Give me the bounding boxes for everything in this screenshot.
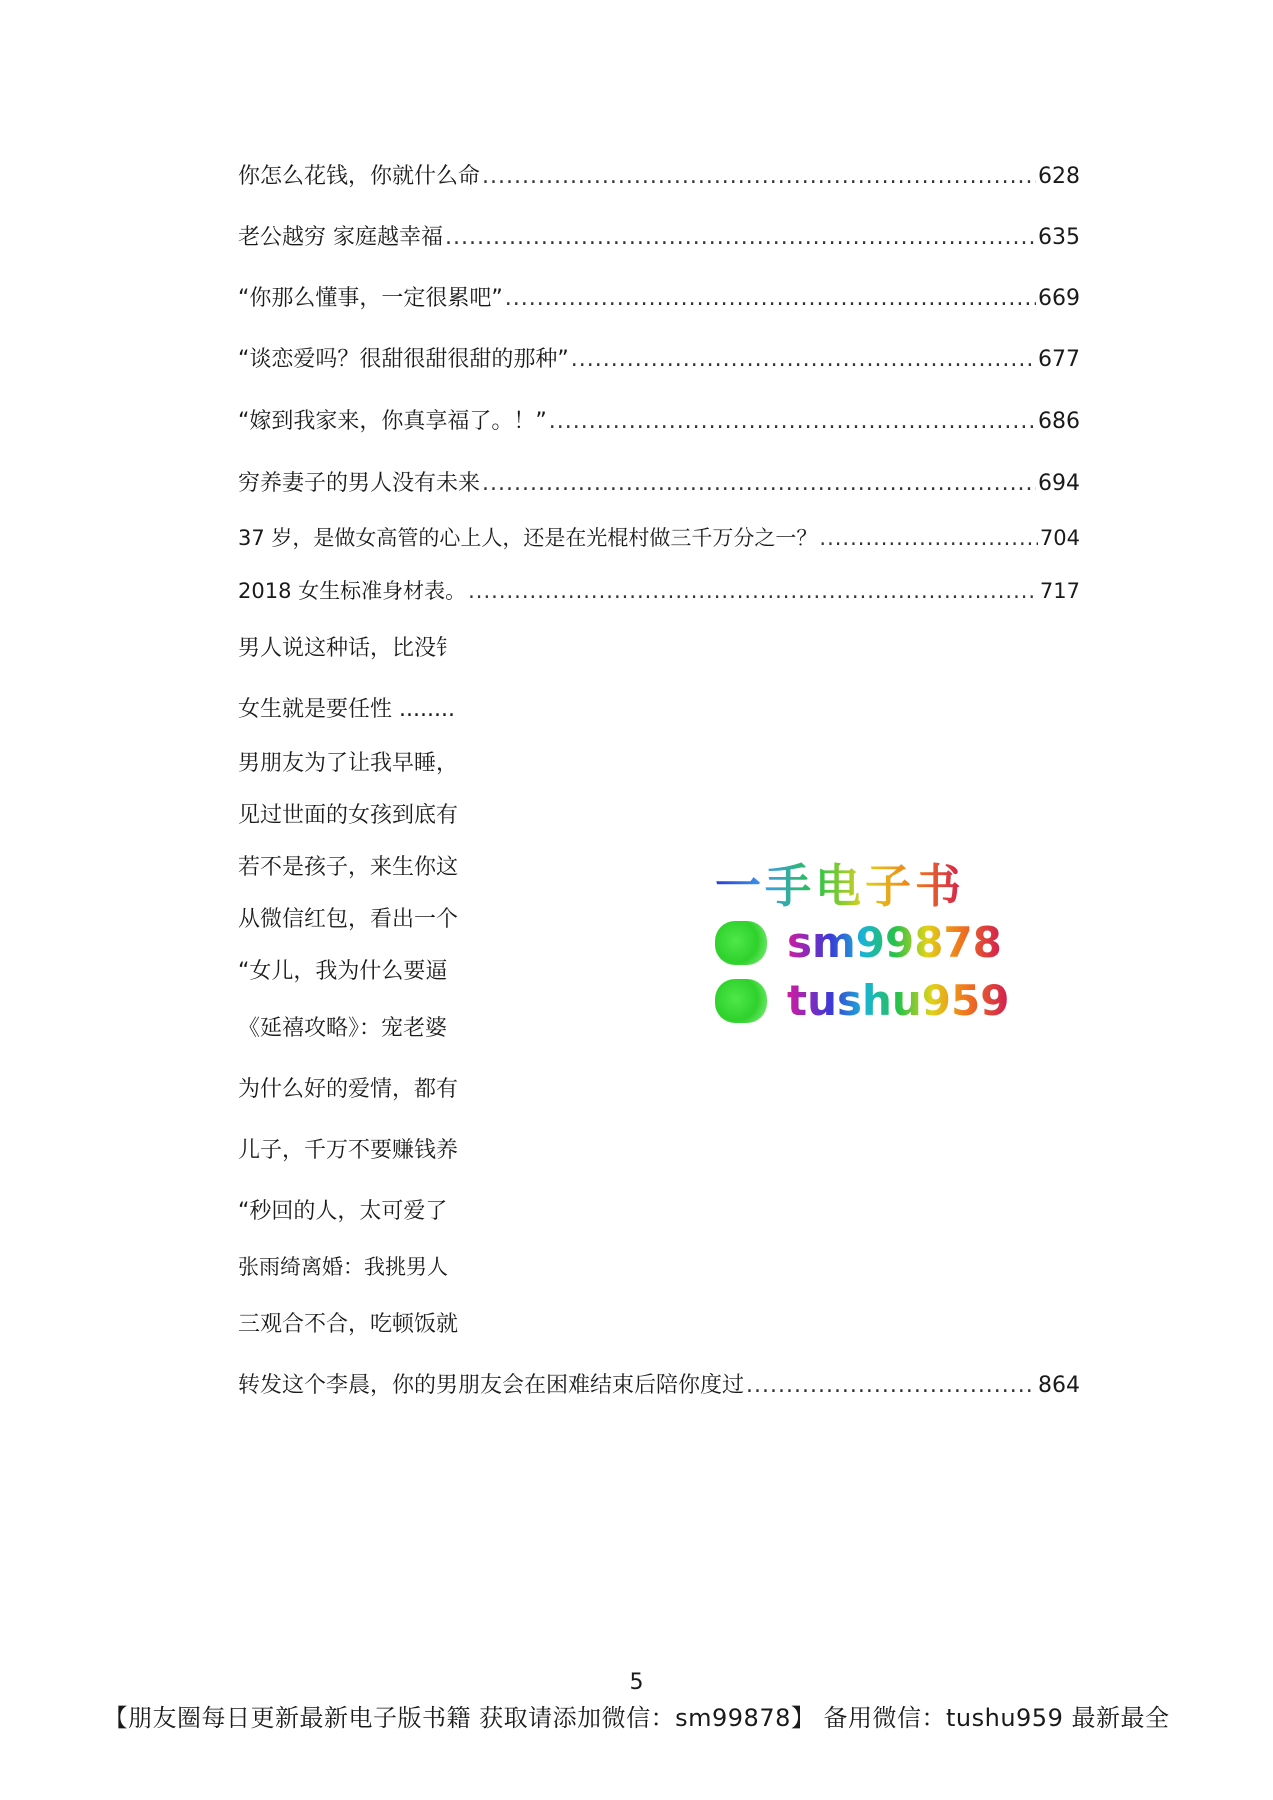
toc-page-number: 694 (1038, 471, 1080, 496)
toc-row[interactable] (238, 905, 468, 935)
toc-leader-dots (482, 469, 1036, 499)
toc-title: 为什么好的爱情，都有 (238, 1077, 459, 1102)
toc-row[interactable] (238, 749, 468, 779)
toc-leader-dots (571, 345, 1036, 375)
toc-title: 女生就是要任性 ........ (238, 697, 455, 722)
toc-row[interactable] (238, 1075, 468, 1105)
toc-title: 转发这个李晨，你的男朋友会在困难结束后陪你度过 (238, 1373, 745, 1398)
toc-title: “谈恋爱吗？很甜很甜很甜的那种” (238, 347, 569, 372)
toc-leader-dots (468, 576, 1038, 606)
toc-row[interactable] (238, 1252, 468, 1282)
toc-page-number: 717 (1039, 579, 1080, 603)
toc-title: 老公越穷 家庭越幸福 (238, 225, 443, 250)
toc-title: 37 岁，是做女高管的心上人，还是在光棍村做三千万分之一？ (238, 526, 818, 550)
watermark-line (715, 976, 1009, 1025)
wechat-icon (715, 979, 767, 1023)
toc-leader-dots (505, 284, 1036, 314)
toc-row[interactable] (238, 853, 468, 883)
toc-title: 见过世面的女孩到底有 (238, 803, 459, 828)
toc-title: “秒回的人，太可爱了 (238, 1199, 448, 1224)
toc-row[interactable] (238, 801, 468, 831)
toc-row[interactable] (238, 634, 468, 664)
toc-title: 《延禧攻略》：宠老婆 (238, 1016, 448, 1041)
toc-title: “嫁到我家来，你真享福了。！” (238, 409, 547, 434)
toc-leader-dots (746, 1371, 1036, 1401)
toc-title: 儿子，千万不要赚钱养 (238, 1138, 459, 1163)
footer-text: 【朋友圈每日更新最新电子版书籍 获取请添加微信：sm99878】 备用微信：tushu959 最新最全 (103, 1704, 1170, 1732)
toc-row[interactable] (238, 1197, 468, 1227)
page-number: 5 (629, 1670, 644, 1695)
toc-row[interactable] (238, 957, 468, 987)
toc-leader-dots (549, 407, 1036, 437)
toc-page-number: 686 (1038, 409, 1080, 434)
toc-page-number: 635 (1038, 225, 1080, 250)
toc-title: 你怎么花钱，你就什么命 (238, 164, 481, 189)
toc-leader-dots (482, 162, 1036, 192)
toc-row[interactable] (238, 695, 468, 725)
toc-page-number: 628 (1038, 164, 1080, 189)
toc-row[interactable] (238, 345, 1080, 375)
toc-leader-dots (445, 223, 1036, 253)
toc-row[interactable] (238, 1310, 468, 1340)
toc-title: 张雨绮离婚：我挑男人 (238, 1255, 448, 1279)
toc-page-number: 677 (1038, 347, 1080, 372)
toc-leader-dots (819, 523, 1038, 553)
toc-page-number: 669 (1038, 286, 1080, 311)
toc-row[interactable] (238, 284, 1080, 314)
wechat-icon (715, 921, 767, 965)
toc-row[interactable] (238, 523, 1080, 553)
toc-title: 穷养妻子的男人没有未来 (238, 471, 481, 496)
toc-row[interactable] (238, 407, 1080, 437)
toc-row[interactable] (238, 162, 1080, 192)
toc-title: 三观合不合，吃顿饭就 (238, 1312, 459, 1337)
toc-row[interactable] (238, 469, 1080, 499)
toc-row[interactable] (238, 576, 1080, 606)
toc-title: “女儿，我为什么要逼 (238, 959, 448, 984)
toc-title: 男朋友为了让我早睡， (238, 751, 459, 776)
toc-title: “你那么懂事，一定很累吧” (238, 286, 503, 311)
toc-title: 2018 女生标准身材表。 (238, 579, 467, 603)
toc-page-number: 864 (1038, 1373, 1080, 1398)
toc-title: 若不是孩子，来生你这 (238, 855, 459, 880)
toc-title: 男人说这种话，比没钅 (238, 636, 459, 661)
watermark-line (715, 918, 1002, 967)
toc-title: 从微信红包，看出一个 (238, 907, 459, 932)
toc-page-number: 704 (1039, 526, 1080, 550)
toc-row[interactable] (238, 1014, 468, 1044)
toc-row[interactable] (238, 223, 1080, 253)
watermark-text: sm99878 (787, 918, 1002, 967)
toc-row[interactable] (238, 1136, 468, 1166)
watermark-text: tushu959 (787, 976, 1010, 1025)
toc-row[interactable] (238, 1371, 1080, 1401)
watermark-title: 一手电子书 (715, 850, 965, 916)
